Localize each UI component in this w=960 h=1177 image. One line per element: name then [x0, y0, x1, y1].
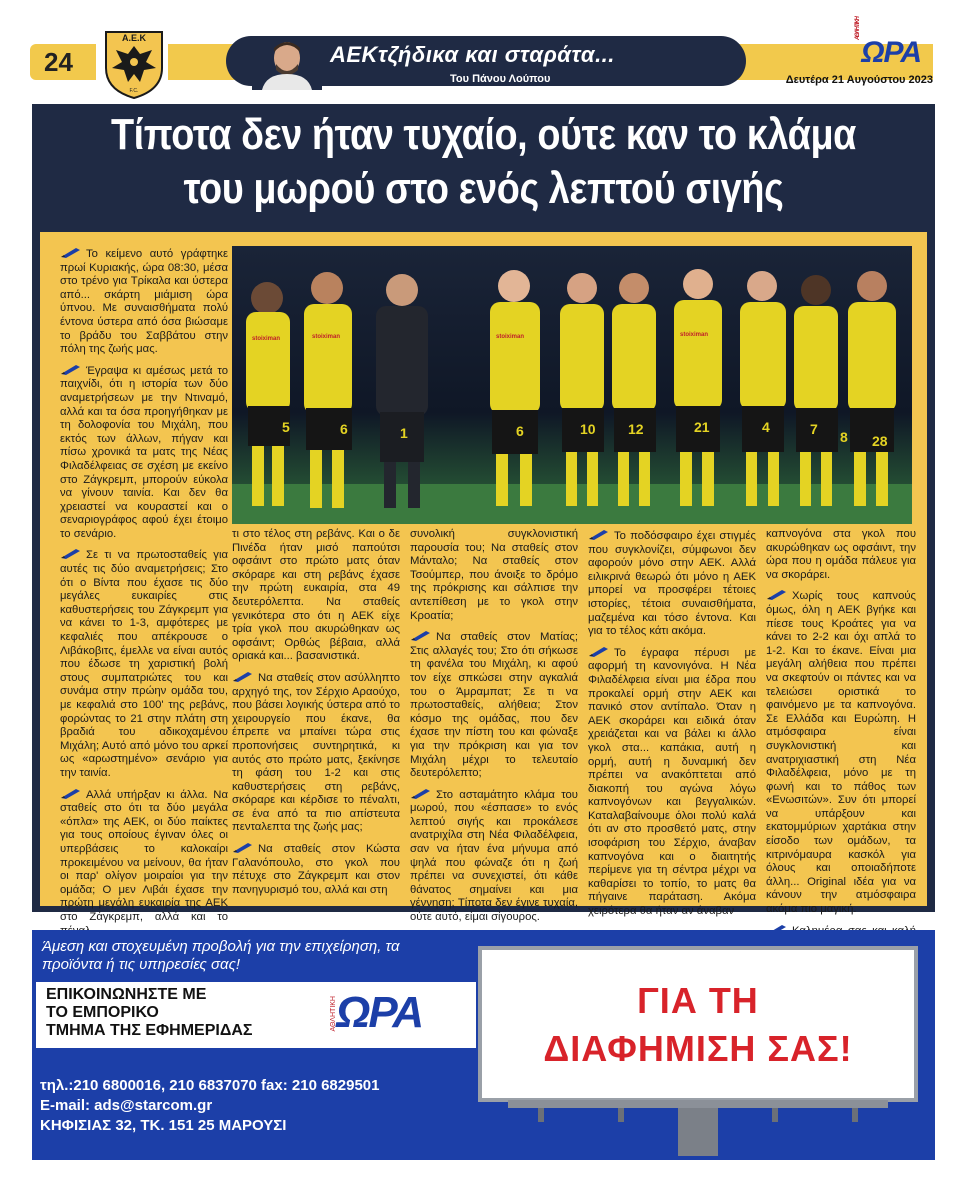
pen-icon [766, 588, 788, 600]
billboard-line-1: ΓΙΑ ΤΗ [637, 980, 759, 1021]
headline-box [32, 104, 935, 226]
team-photo [232, 246, 912, 524]
paragraph-text: Να σταθείς στον Κώστα Γαλανόπουλο, στο γκολ που πέτυχε στο Ζάγκρεμπ και στον πανηγυρισμό του, αλλά και στη [232, 843, 400, 896]
text-column-3 [410, 528, 578, 931]
aek-crest-icon [100, 28, 168, 100]
shirt-number: 6 [516, 423, 524, 439]
paragraph [588, 645, 756, 919]
text-column-2 [232, 528, 400, 903]
advertisement [32, 930, 935, 1160]
text-column-5 [766, 528, 916, 985]
paragraph-text: Το έγραφα πέρυσι με αφορμή τη κανονιγόνα. Η Νέα Φιλαδέλφεια είναι μια έδρα που προκαλεί ορμή στην ΑΕΚ και πανικό στον αντίπαλο. Όταν η ΑΕΚ σκοράρει και ειδικά όταν χρειάζεται και να βάλει κι άλλο γκολ στα... καπάκια, αυτή η ορμή, αυτή η δυναμική δεν πρέπει να ανακόπτεται από διακοπή του αγώνα λόγω καπνογόνων και βεγγαλικών. Καταλαβαίνουμε όλοι πολύ καλά ότι αν στο προσθετό ματς, στην ισοφάριση του Σέρχιο, άναβαν καπνογόνα και ο διαιτητής περίμενε για τη σέντρα μέχρι να καθαρίσει το τοπίο, το ματς θα πήγαινε παράταση. Ακόμα χειρότερα θα ήταν αν άναβαν [588, 646, 756, 918]
paragraph [410, 629, 578, 781]
shirt-number: 28 [872, 433, 888, 449]
shirt-number: 7 [810, 421, 818, 437]
author-photo [252, 36, 322, 90]
shirt-number: 12 [628, 421, 644, 437]
pen-icon [410, 787, 432, 799]
ad-contact-text [46, 986, 306, 1040]
sponsor-logo: stoiximan [252, 336, 281, 342]
pen-icon [232, 670, 254, 682]
ad-tagline: Άμεση και στοχευμένη προβολή για την επιχείρηση, τα προϊόντα ή τις υπηρεσίες σας! [42, 938, 400, 973]
paragraph [588, 528, 756, 639]
article-body [40, 232, 927, 924]
paragraph [232, 528, 400, 664]
ad-logo-sub: ΑΘΛΗΤΙΚΗ [330, 996, 337, 1032]
paragraph-text: Το ποδόσφαιρο έχει στιγμές που συγκλονίζει, σύμφωνοι δεν αφορούν μόνο στην ΑΕΚ. Αλλά ειλικρινά θεωρώ ότι μόνο η ΑΕΚ μπορεί να προσφέρει τέτοιες ιστορίες, τέτοια συναισθήματα, μαζεμένα και τόσο έντονα. Και για το τέλος κάτι ακόμα. [588, 530, 756, 638]
paragraph [60, 363, 228, 542]
text-column-1 [60, 246, 228, 944]
ad-address: ΚΗΦΙΣΙΑΣ 32, ΤΚ. 151 25 ΜΑΡΟΥΣΙ [40, 1117, 287, 1134]
paragraph-text: Χωρίς τους καπνούς όμως, όλη η ΑΕΚ βγήκε και πίεσε τους Κροάτες για να κάνει το 2-2 και όχι απλά το 1-2. Και το έκανε. Είναι μια μεγάλη αλήθεια που πρέπει να σκεφτούν οι πάντες και να τελειώσει οριστικά το φαινόμενο με τα καπνογόνα. Σε Ελλάδα και Ευρώπη. Η ατμόσφαιρα είναι συγκλονιστική και ανατριχιαστική στη Νέα Φιλαδέλφεια, μόνο με τη φωνή και το πάθος των «Ενωσιτών». Συν ότι μπορεί να υπάρξουν και εκατομμύριων χαρτάκια στην είσοδο των ομάδων, τα κιτρινόμαυρα κασκόλ για όλους και οποιαδήποτε άλλη... Original ιδέα για να κάνουν την ατμόσφαιρα ακόμα πιο μαγική. [766, 590, 916, 916]
billboard [478, 946, 918, 1156]
paragraph [766, 528, 916, 582]
paragraph-text: Σε τι να πρωτοσταθείς για αυτές τις δύο αναμετρήσεις; Στο ότι ο Βίντα που έχασε τις δύο μεγάλες ευκαιρίες στις καθυστερήσεις του Ζάγκρεμπ για να κάνει το 1-3, αμφότερες με κεφαλιές που απέκρουσε ο Λιβάκοβιτς, έμελλε να είναι αυτός που έδωσε τη χαριστική βολή στους συμπατριώτες του και συνάμα στην πρώην ομάδα του, με κεφαλιά στο 100' της ρεβάνς, φορώντας το 21 στην πλάτη στη βραδιά του αδικοχαμένου Μιχάλη; Αυτό από μόνο του αρκεί ως «αρωστημένο» σενάριο για την ταινία. [60, 549, 228, 779]
column-author: Του Πάνου Λούπου [450, 73, 551, 85]
shirt-number: 10 [580, 421, 596, 437]
paragraph [60, 547, 228, 780]
logo-text: ΩΡΑ [861, 36, 921, 69]
shirt-number: 5 [282, 419, 290, 435]
headline-line-2: του μωρού στο ενός λεπτού σιγής [183, 164, 784, 213]
shirt-number: 21 [694, 419, 710, 435]
paragraph-text: τι στο τέλος στη ρεβάνς. Και ο δε Πινέδα ήταν μισό παπούτσι οφσάιντ στο πρώτο ματς όταν σκόραρε και στη ρεβάνς έχασε την πρώτη ευκαιρία, στα 49 δευτερόλεπτα. Να σταθείς γενικότερα στο ότι η ΑΕΚ είχε τρία γκολ που ακυρώθηκαν ως οφσάιντ; Ορθώς βέβαια, αλλά οριακά και... βασανιστικά. [232, 528, 400, 663]
paragraph-text: Να σταθείς στον ασύλληπτο αρχηγό της, τον Σέρχιο Αραούχο, που βάσει λογικής ύστερα από το χειρουργείο που έκανε, θα έπρεπε να μπαίνει τώρα στις προπονήσεις συντηρητικά, κι αυτός στο πρώτο ματς, ξεκίνησε τη φάση του 1-2 και στις καθυστερήσεις στη ρεβάνς, σκόραρε και κέρδισε το πέναλτι, σε ένα από τα πιο απίστευτα πενταλεπτα της ζωής μας; [232, 671, 400, 834]
article-headline [95, 108, 872, 216]
ad-phones: τηλ.:210 6800016, 210 6837070 fax: 210 6829501 [40, 1077, 380, 1094]
ad-details [40, 1076, 379, 1136]
page-number: 24 [30, 44, 96, 80]
paragraph [232, 670, 400, 835]
paragraph-text: καπνογόνα στα γκολ που ακυρώθηκαν ως οφσάιντ, την ώρα που η ομάδα πάλευε για να σκοράρει. [766, 528, 916, 581]
shirt-number: 1 [400, 425, 408, 441]
newspaper-logo [855, 17, 921, 70]
paragraph [766, 588, 916, 916]
article-frame [32, 226, 935, 924]
ad-contact-line: ΕΠΙΚΟΙΝΩΝΗΣΤΕ ΜΕ [46, 986, 207, 1003]
shirt-number: 4 [762, 419, 770, 435]
paragraph-text: συνολική συγκλονιστική παρουσία του; Να σταθείς στον Μάνταλο; Να σταθείς στον Τσούμπερ, που άνοιξε το δρόμο της πρόκρισης και σάλπισε την αντεπίθεση με το γκολ στην Κροατία; [410, 528, 578, 622]
billboard-line-2: ΔΙΑΦΗΜΙΣΗ ΣΑΣ! [543, 1028, 853, 1069]
paragraph-text: Αλλά υπήρξαν κι άλλα. Να σταθείς στο ότι τα δύο μεγάλα «όπλα» της ΑΕΚ, οι δύο παίκτες για τους οποίους έγιναν όλες οι υπερβάσεις το καλοκαίρι προκειμένου να μείνουν, θα ήταν οι παρ' ολίγον μοιραίοι για την ομάδα; Ο μεν Λιβάι έχασε την πρώτη μεγάλη ευκαιρία της ΑΕΚ στο Ζάγκρεμπ, αλλά και το [60, 788, 228, 923]
text-column-4 [588, 528, 756, 925]
paragraph-text: Το κείμενο αυτό γράφτηκε πρωί Κυριακής, ώρα 08:30, μέσα στο τρένο για Τρίκαλα και ύστερα από... σκάρτη μιάμιση ώρα ύπνου. Με συναισθήματα πολύ έντονα ύστερα από όσα βιώσαμε το βράδυ του Σαββάτου στην πόλη της ζωής μας. [60, 248, 228, 356]
pen-icon [60, 246, 82, 258]
pen-icon [232, 841, 254, 853]
paragraph-text: Στο ασταμάτητο κλάμα του μωρού, που «έσπασε» το ενός λεπτού σιγής και προκάλεσε ανατριχίλα στη Νέα Φιλαδέλφεια, σαν να ήταν ένα μήνυμα από ψηλά που φώναζε ότι η ζωή πρέπει να συνεχιστεί, ότι κάθε θάνατος σημαίνει και μια γέννηση; Τίποτα δεν έγινε τυχαία, ούτε αυτό, είμαι σίγουρος. [410, 788, 578, 924]
ad-contact-line: ΤΜΗΜΑ ΤΗΣ ΕΦΗΜΕΡΙΔΑΣ [46, 1022, 253, 1039]
pen-icon [588, 528, 610, 540]
paragraph-text: Να σταθείς στον Ματίας; Στις αλλαγές του; Στο ότι σήκωσε τη φανέλα του Μιχάλη, κι αφού τον είχε σπκώσει στην αγκαλιά του ο Άμραμπατ; Σε τι να πρωτοσταθείς, αλήθεια; Στον κόσμο της ομάδας, που δεν έχασε την πίστη του και φώναξε για την πρόκριση και για τον Μιχάλη μέχρι το τελευταίο δευτερόλεπτο; [410, 631, 578, 780]
pen-icon [588, 645, 610, 657]
paragraph [60, 246, 228, 357]
ad-contact-box [36, 982, 476, 1048]
issue-date: Δευτέρα 21 Αυγούστου 2023 [785, 74, 933, 86]
headline-line-1: Τίποτα δεν ήταν τυχαίο, ούτε καν το κλάμα [110, 110, 857, 159]
paragraph [60, 787, 228, 939]
logo-sub: ΑΘΛΗΤΙΚΗ [855, 17, 862, 40]
ad-email: E-mail: ads@starcom.gr [40, 1097, 213, 1114]
sponsor-logo: stoiximan [312, 334, 341, 340]
pen-icon [410, 629, 432, 641]
crest-sub: F.C. [129, 88, 139, 94]
ad-logo: ΩΡΑ [336, 988, 423, 1037]
shirt-number: 6 [340, 421, 348, 437]
paragraph [410, 787, 578, 925]
crest-label: Α.Ε.Κ [121, 33, 147, 43]
shirt-number: 8 [840, 429, 848, 445]
column-title: AEKτζήδικα και σταράτα... [330, 42, 615, 67]
pen-icon [60, 547, 82, 559]
paragraph [410, 528, 578, 623]
ad-contact-line: ΤΟ ΕΜΠΟΡΙΚΟ [46, 1004, 159, 1021]
paragraph [232, 841, 400, 897]
sponsor-logo: stoiximan [680, 332, 709, 338]
paragraph-text: Έγραψα κι αμέσως μετά το παιχνίδι, ότι η ιστορία των δύο αναμετρήσεων με την Ντιναμό, αλλά και τα όσα προηγήθηκαν με τη δολοφονία του Μιχάλη, που εκτός των άλλων, πήγαν και πίσω χρονικά τα ματς της Νέας Φιλαδέλφειας σε σχέση με εκείνο στο Ζάγκρεμπ, μπορούν εύκολα να γίνουν ταινία. Και δεν θα χρειαστεί να κουραστεί και ο σεναριογράφος αφού έχει έτοιμο το σενάριο. [60, 364, 228, 540]
sponsor-logo: stoiximan [496, 334, 525, 340]
pen-icon [60, 787, 82, 799]
page-header [30, 17, 935, 94]
pen-icon [60, 363, 82, 375]
